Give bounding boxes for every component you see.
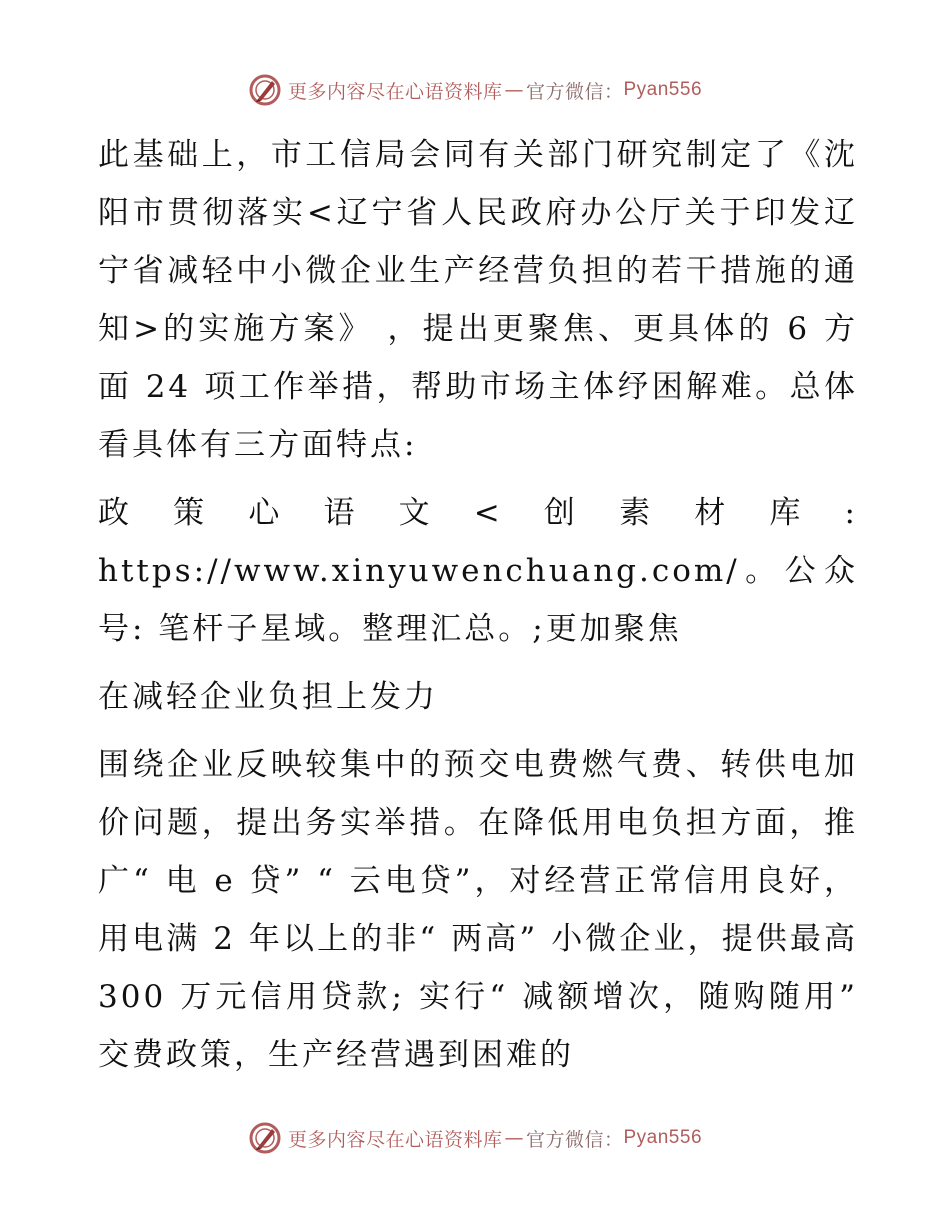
watermark-label: 官方微信： [525, 80, 624, 103]
watermark-wechat-id: Pyan556 [623, 79, 703, 100]
watermark-separator: — [504, 79, 524, 101]
brush-logo-icon [248, 1121, 282, 1155]
brush-logo-icon [248, 73, 282, 107]
paragraph-measures: 围绕企业反映较集中的预交电费燃气费、转供电加价问题，提出务实举措。在降低用电负担方面，推广“ 电 e 贷” “ 云电贷”，对经营正常信用良好，用电满 2 年以上的非“ 两高” 小微企业，提供最高 300 万元信用贷款; 实行“ 减额增次，随购随用” 交费政策，生产经营遇到困难的 [98, 747, 858, 1073]
watermark-text: 更多内容尽在心语资料库 [287, 80, 503, 103]
watermark-separator: — [504, 1127, 524, 1149]
header-watermark [0, 70, 950, 110]
paragraph-source: 政策心语文<创素材库: https://www.xinyuwenchuang.com/。公众号: 笔杆子星域。整理汇总。;更加聚焦 [98, 495, 858, 647]
document-body [98, 126, 858, 1084]
paragraph-heading: 在减轻企业负担上发力 [98, 679, 438, 715]
watermark-label: 官方微信： [525, 1128, 624, 1151]
watermark-wechat-id: Pyan556 [623, 1127, 703, 1148]
paragraph-intro: 此基础上，市工信局会同有关部门研究制定了《沈阳市贯彻落实<辽宁省人民政府办公厅关于印发辽宁省减轻中小微企业生产经营负担的若干措施的通知>的实施方案》 ，提出更聚焦、更具体的 6 方面 24 项工作举措，帮助市场主体纾困解难。总体看具体有三方面特点: [98, 137, 858, 463]
watermark-text: 更多内容尽在心语资料库 [287, 1128, 503, 1151]
footer-watermark [0, 1118, 950, 1158]
